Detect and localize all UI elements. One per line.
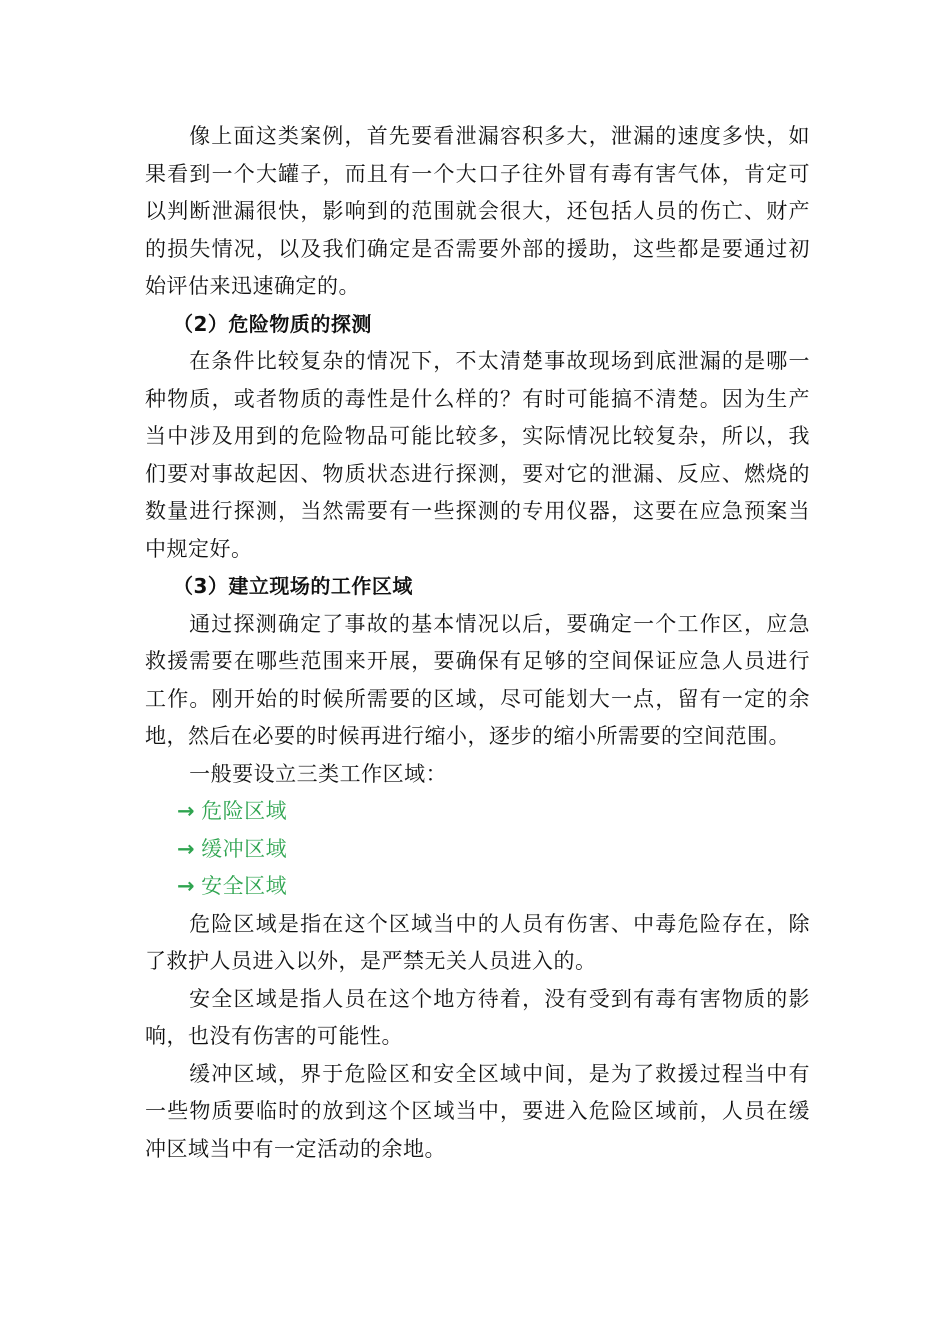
zone-label-danger: 危险区域 [201,799,288,823]
document-body [145,118,810,1168]
paragraph-detection: 在条件比较复杂的情况下，不太清楚事故现场到底泄漏的是哪一种物质，或者物质的毒性是什么样的？有时可能搞不清楚。因为生产当中涉及用到的危险物品可能比较多，实际情况比较复杂，所以，我们要对事故起因、物质状态进行探测，要对它的泄漏、反应、燃烧的数量进行探测，当然需要有一些探测的专用仪器，这要在应急预案当中规定好。 [145,349,810,561]
arrow-right-icon: → [177,874,196,898]
zone-label-safe: 安全区域 [201,874,288,898]
paragraph-buffer-zone: 缓冲区域，界于危险区和安全区域中间，是为了救援过程当中有一些物质要临时的放到这个区域当中，要进入危险区域前，人员在缓冲区域当中有一定活动的余地。 [145,1061,810,1161]
section-heading-detection: （2）危险物质的探测 [173,311,372,336]
zone-list [145,793,810,906]
paragraph-safe-zone: 安全区域是指人员在这个地方待着，没有受到有毒有害物质的影响，也没有伤害的可能性。 [145,986,810,1048]
list-item [145,793,810,831]
paragraph-danger-zone: 危险区域是指在这个区域当中的人员有伤害、中毒危险存在，除了救护人员进入以外，是严禁无关人员进入的。 [145,911,810,973]
list-item [145,831,810,869]
paragraph-zone-intro: 一般要设立三类工作区域： [189,761,448,786]
list-item [145,868,810,906]
arrow-right-icon: → [177,799,196,823]
arrow-right-icon: → [177,836,196,861]
paragraph-assessment: 像上面这类案例，首先要看泄漏容积多大，泄漏的速度多快，如果看到一个大罐子，而且有一个大口子往外冒有毒有害气体，肯定可以判断泄漏很快，影响到的范围就会很大，还包括人员的伤亡、财产的损失情况，以及我们确定是否需要外部的援助，这些都是要通过初始评估来迅速确定的。 [145,124,810,298]
zone-label-buffer: 缓冲区域 [201,836,288,861]
paragraph-work-zones: 通过探测确定了事故的基本情况以后，要确定一个工作区，应急救援需要在哪些范围来开展，要确保有足够的空间保证应急人员进行工作。刚开始的时候所需要的区域，尽可能划大一点，留有一定的余地，然后在必要的时候再进行缩小，逐步的缩小所需要的空间范围。 [145,611,810,748]
section-heading-work-zones: （3）建立现场的工作区域 [173,574,413,598]
